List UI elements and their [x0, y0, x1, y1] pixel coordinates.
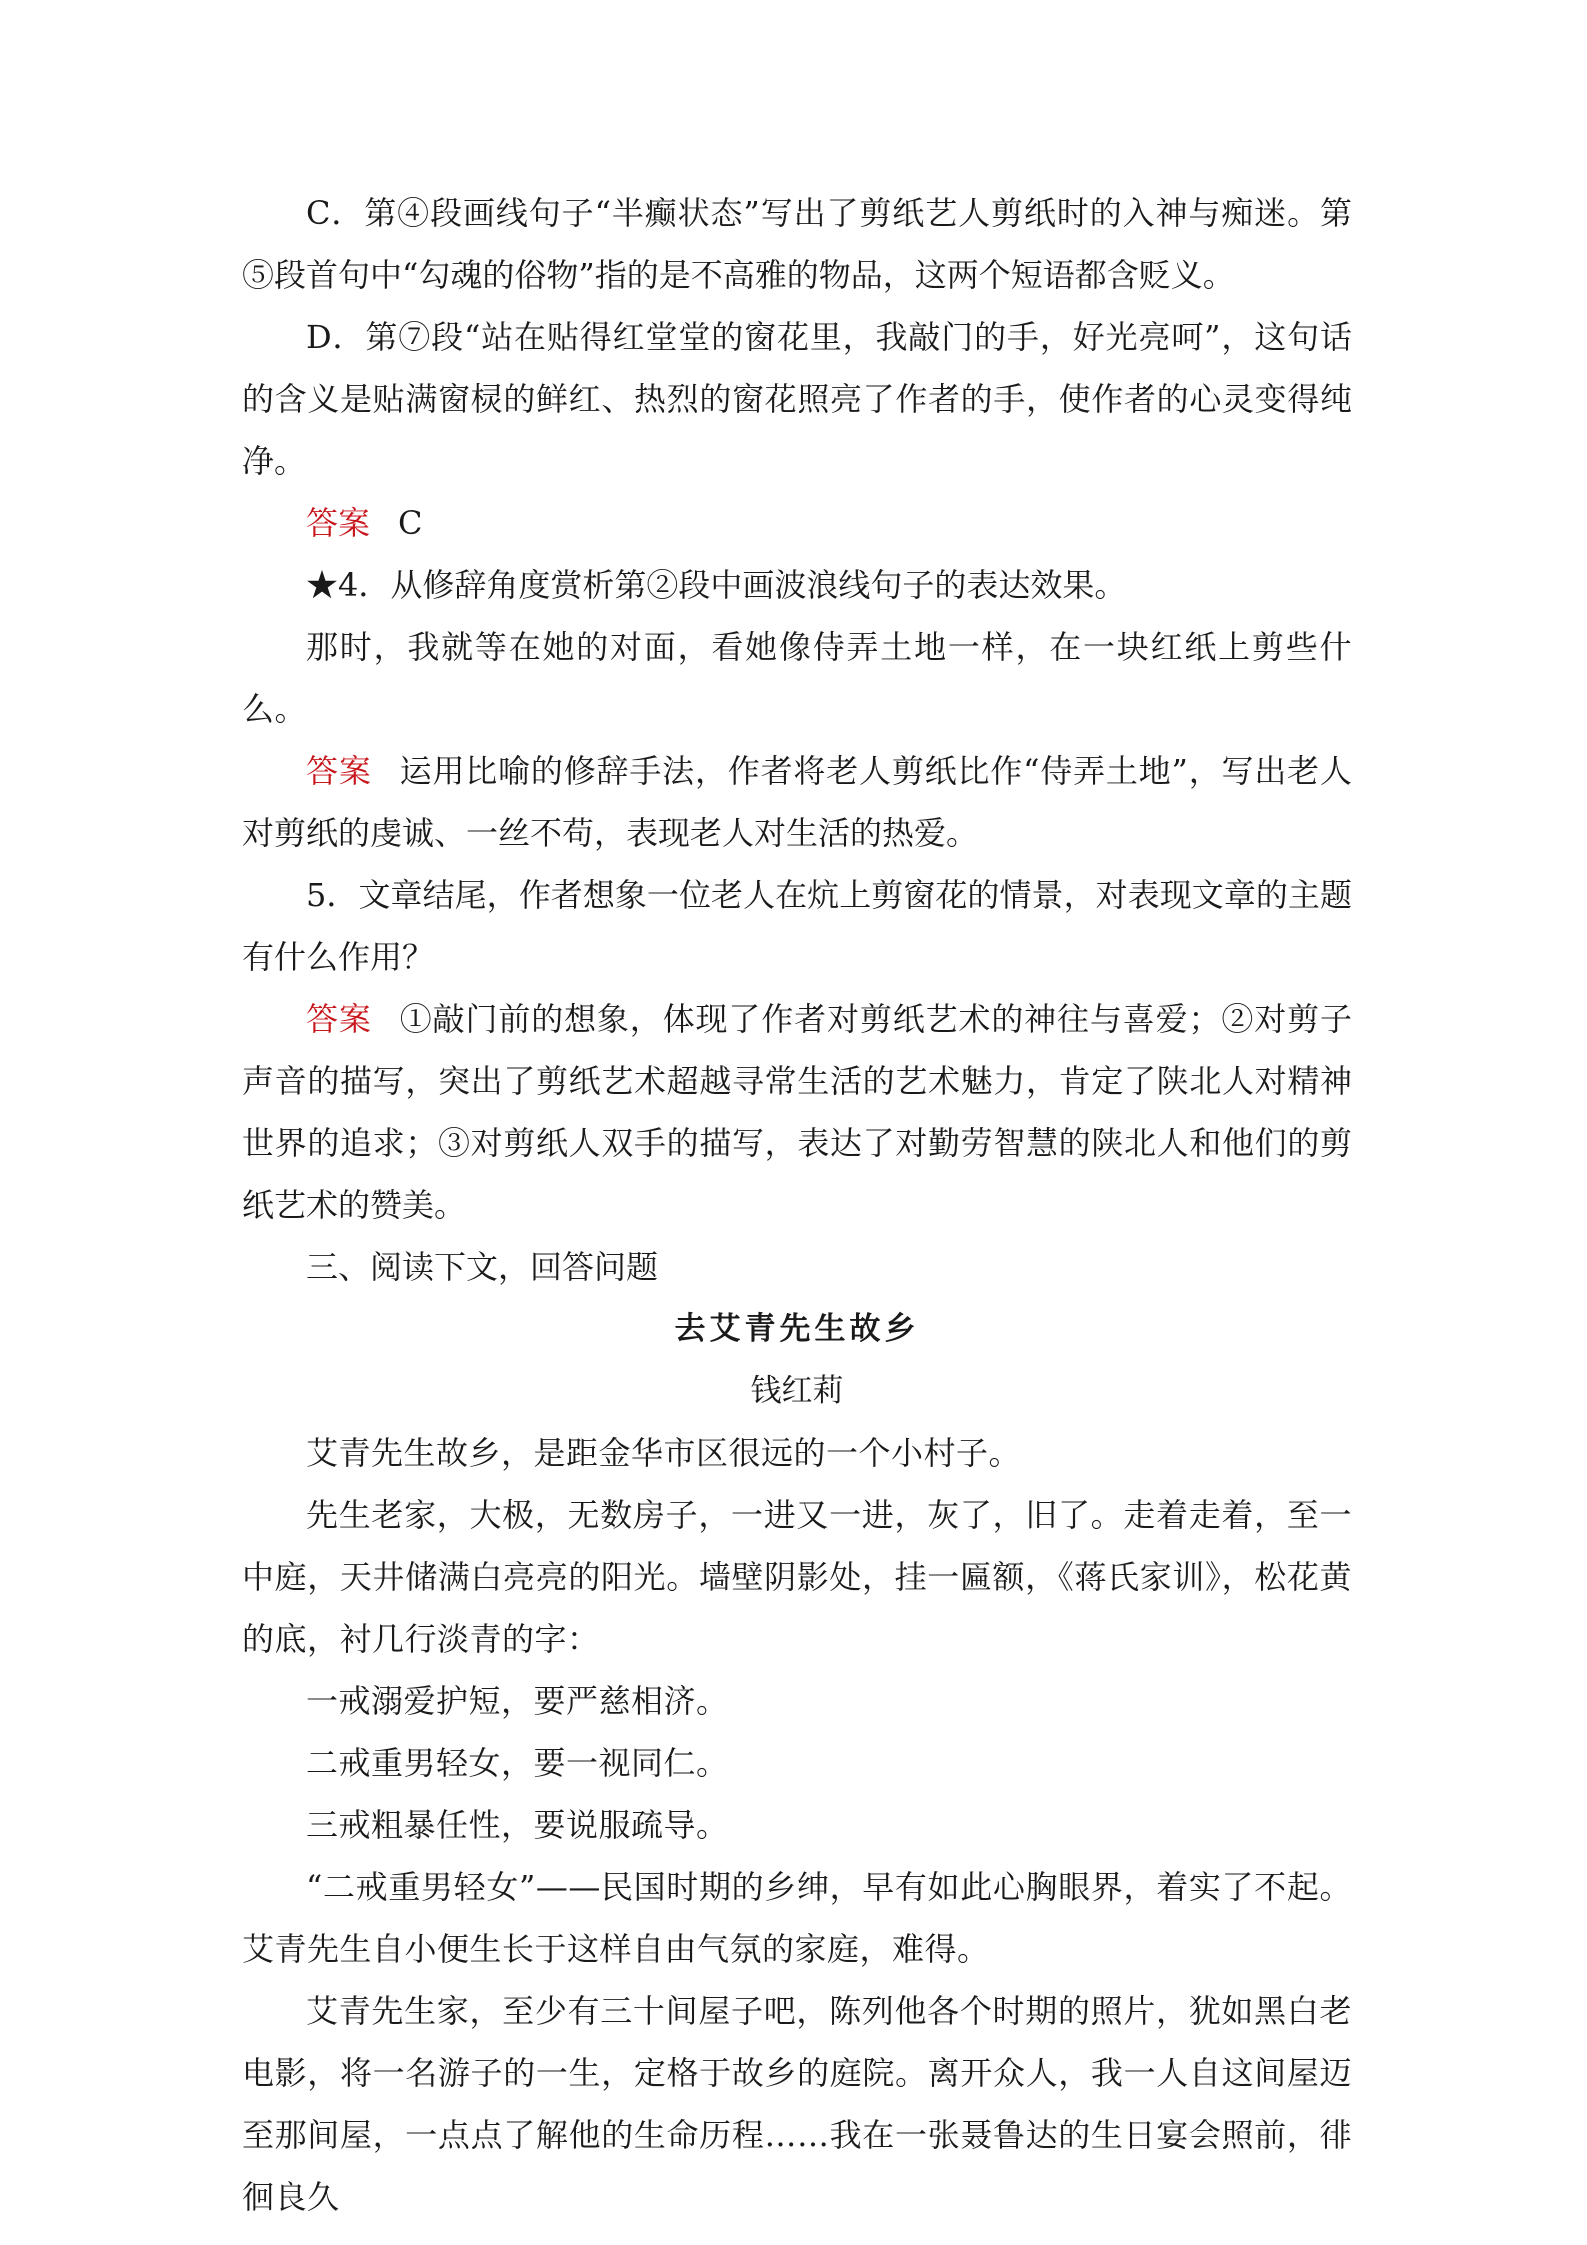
answer-3: [242, 492, 1352, 554]
option-d-text: D．第⑦段“站在贴得红堂堂的窗花里，我敲门的手，好光亮呵”，这句话的含义是贴满窗棂的鲜红、热烈的窗花照亮了作者的手，使作者的心灵变得纯净。: [242, 318, 1352, 480]
question-4-quote: 那时，我就等在她的对面，看她像侍弄土地一样，在一块红纸上剪些什么。: [242, 628, 1352, 728]
answer-3-value: C: [398, 504, 423, 542]
answer-label: 答案: [306, 1000, 372, 1038]
article-paragraph: 艾青先生故乡，是距金华市区很远的一个小村子。: [306, 1434, 1022, 1472]
answer-5-value: ①敲门前的想象，体现了作者对剪纸艺术的神往与喜爱；②对剪子声音的描写，突出了剪纸艺术超越寻常生活的艺术魅力，肯定了陕北人对精神世界的追求；③对剪纸人双手的描写，表达了对勤劳智慧的陕北人和他们的剪纸艺术的赞美。: [242, 1000, 1352, 1224]
answer-4: [242, 740, 1352, 864]
article-paragraph: 三戒粗暴任性，要说服疏导。: [306, 1806, 729, 1844]
article-author: 钱红莉: [750, 1373, 844, 1409]
question-4: ★4．从修辞角度赏析第②段中画波浪线句子的表达效果。: [306, 566, 1127, 604]
article-paragraph: 先生老家，大极，无数房子，一进又一进，灰了，旧了。走着走着，至一中庭，天井储满白亮亮的阳光。墙壁阴影处，挂一匾额，《蒋氏家训》，松花黄的底，衬几行淡青的字：: [242, 1496, 1352, 1658]
article-paragraph: 二戒重男轻女，要一视同仁。: [306, 1744, 729, 1782]
answer-5: [242, 988, 1352, 1236]
article-paragraph: “二戒重男轻女”——民国时期的乡绅，早有如此心胸眼界，着实了不起。艾青先生自小便生长于这样自由气氛的家庭，难得。: [242, 1868, 1352, 1968]
section-three-heading: 三、阅读下文，回答问题: [306, 1248, 659, 1286]
option-c-text: C．第④段画线句子“半癫状态”写出了剪纸艺人剪纸时的入神与痴迷。第⑤段首句中“勾魂的俗物”指的是不高雅的物品，这两个短语都含贬义。: [242, 194, 1352, 294]
answer-4-value: 运用比喻的修辞手法，作者将老人剪纸比作“侍弄土地”，写出老人对剪纸的虔诚、一丝不苟，表现老人对生活的热爱。: [242, 752, 1352, 852]
question-5: 5．文章结尾，作者想象一位老人在炕上剪窗花的情景，对表现文章的主题有什么作用？: [242, 876, 1352, 976]
article-paragraph: 一戒溺爱护短，要严慈相济。: [306, 1682, 729, 1720]
article-title: 去艾青先生故乡: [674, 1311, 920, 1347]
answer-label: 答案: [306, 504, 371, 542]
answer-label: 答案: [306, 752, 372, 790]
document-page: [242, 182, 1352, 2228]
article-paragraph: 艾青先生家，至少有三十间屋子吧，陈列他各个时期的照片，犹如黑白老电影，将一名游子的一生，定格于故乡的庭院。离开众人，我一人自这间屋迈至那间屋，一点点了解他的生命历程……我在一张聂鲁达的生日宴会照前，徘徊良久: [242, 1992, 1352, 2216]
